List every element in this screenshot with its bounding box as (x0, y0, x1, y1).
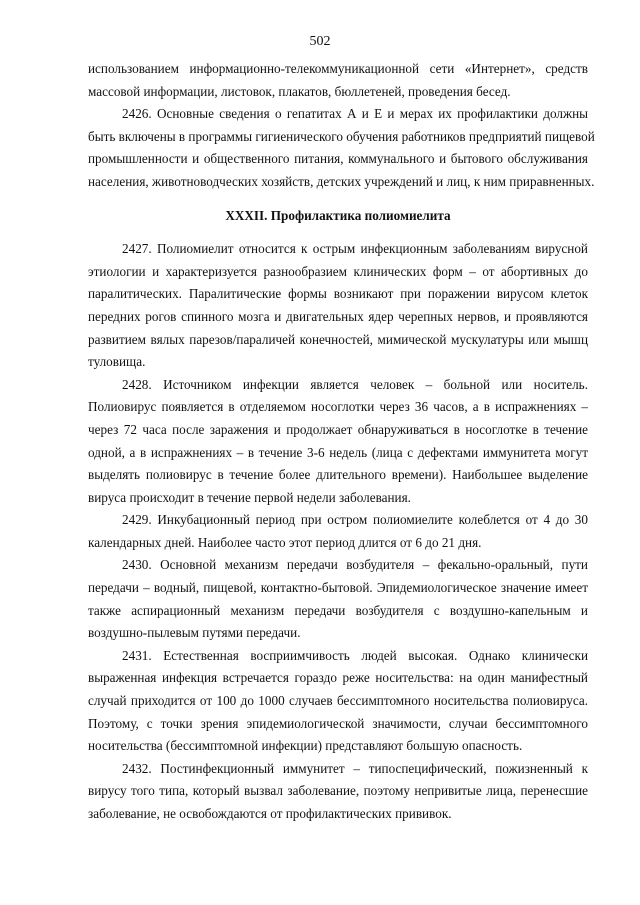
text-line: вирусу того типа, который вызвал заболевание, поэтому непривитые лица, перенесшие (88, 783, 588, 799)
page-content (88, 58, 595, 826)
text-line: воздушно-пылевым путями передачи. (88, 625, 301, 641)
text-line: выраженная инфекция встречается гораздо реже носительства: на один манифестный (88, 670, 588, 686)
text-line: одной, а в испражнениях – в течение 3-6 недель (лица с дефектами иммунитета могут (88, 444, 588, 460)
text-line: 2428. Источником инфекции является человек – больной или носитель. (122, 376, 588, 392)
text-line: 2431. Естественная восприимчивость людей высокая. Однако клинически (122, 647, 588, 663)
text-line: быть включены в программы гигиенического обучения работников предприятий пищевой (88, 128, 595, 144)
text-line: календарных дней. Наиболее часто этот период длится от 6 до 21 дня. (88, 534, 482, 550)
section-heading: XXXII. Профилактика полиомиелита (225, 207, 451, 223)
paragraph-2426 (88, 103, 595, 193)
text-line: случай приходится от 100 до 1000 случаев бессимптомного носительства полиовируса. (88, 693, 588, 709)
text-line: развитием вялых парезов/параличей конечностей, мимической мускулатуры или мышц (88, 331, 588, 347)
text-line: этиологии и характеризуется разнообразием клинических форм – от абортивных до (88, 263, 588, 279)
text-line: паралитических. Паралитические формы возникают при поражении вирусом клеток (88, 286, 588, 302)
text-line: 2427. Полиомиелит относится к острым инфекционным заболеваниям вирусной (122, 241, 588, 257)
text-line: через 72 часа после заражения и продолжает обнаруживаться в носоглотке в течение (88, 421, 588, 437)
text-line: заболевание, не освобождаются от профилактических прививок. (88, 806, 452, 821)
text-line: вируса происходит в течение первой недели заболевания. (88, 489, 411, 505)
text-line: 2429. Инкубационный период при остром полиомиелите колеблется от 4 до 30 (122, 512, 588, 528)
paragraph-2431 (88, 645, 588, 758)
text-line: 2432. Постинфекционный иммунитет – типоспецифический, пожизненный к (122, 760, 588, 776)
text-line: выделять полиовирус в течение более длительного времени). Наибольшее выделение (88, 467, 588, 483)
paragraph-2432 (88, 758, 588, 826)
text-line: 2430. Основной механизм передачи возбудителя – фекально-оральный, пути (122, 557, 588, 573)
text-line: передачи – водный, пищевой, контактно-бытовой. Эпидемиологическое значение имеет (88, 580, 588, 596)
text-line: туловища. (88, 354, 146, 370)
text-line: массовой информации, листовок, плакатов, бюллетеней, проведения бесед. (88, 83, 511, 99)
paragraph-2428 (88, 374, 588, 510)
text-line: населения, животноводческих хозяйств, детских учреждений и лиц, к ним приравненных. (88, 173, 595, 189)
paragraph-2429 (88, 509, 588, 554)
text-line: носительства (бессимптомной инфекции) представляют большую опасность. (88, 738, 523, 754)
text-line: также аспирационный механизм передачи возбудителя с воздушно-капельным и (88, 602, 588, 618)
paragraph-intro (88, 58, 588, 103)
text-line: 2426. Основные сведения о гепатитах А и Е и мерах их профилактики должны (122, 106, 588, 122)
text-line: промышленности и общественного питания, коммунального и бытового обслуживания (88, 151, 588, 167)
text-line: Полиовирус появляется в отделяемом носоглотки через 36 часов, а в испражнениях – (88, 399, 588, 415)
text-line: Поэтому, с точки зрения эпидемиологической значимости, случаи бессимптомного (88, 715, 588, 731)
page-number: 502 (309, 34, 331, 49)
text-line: использованием информационно-телекоммуникационной сети «Интернет», средств (88, 61, 588, 76)
paragraph-2430 (88, 554, 588, 644)
paragraph-2427 (88, 238, 588, 374)
text-line: передних рогов спинного мозга и двигательных ядер черепных нервов, и проявляются (88, 308, 588, 324)
